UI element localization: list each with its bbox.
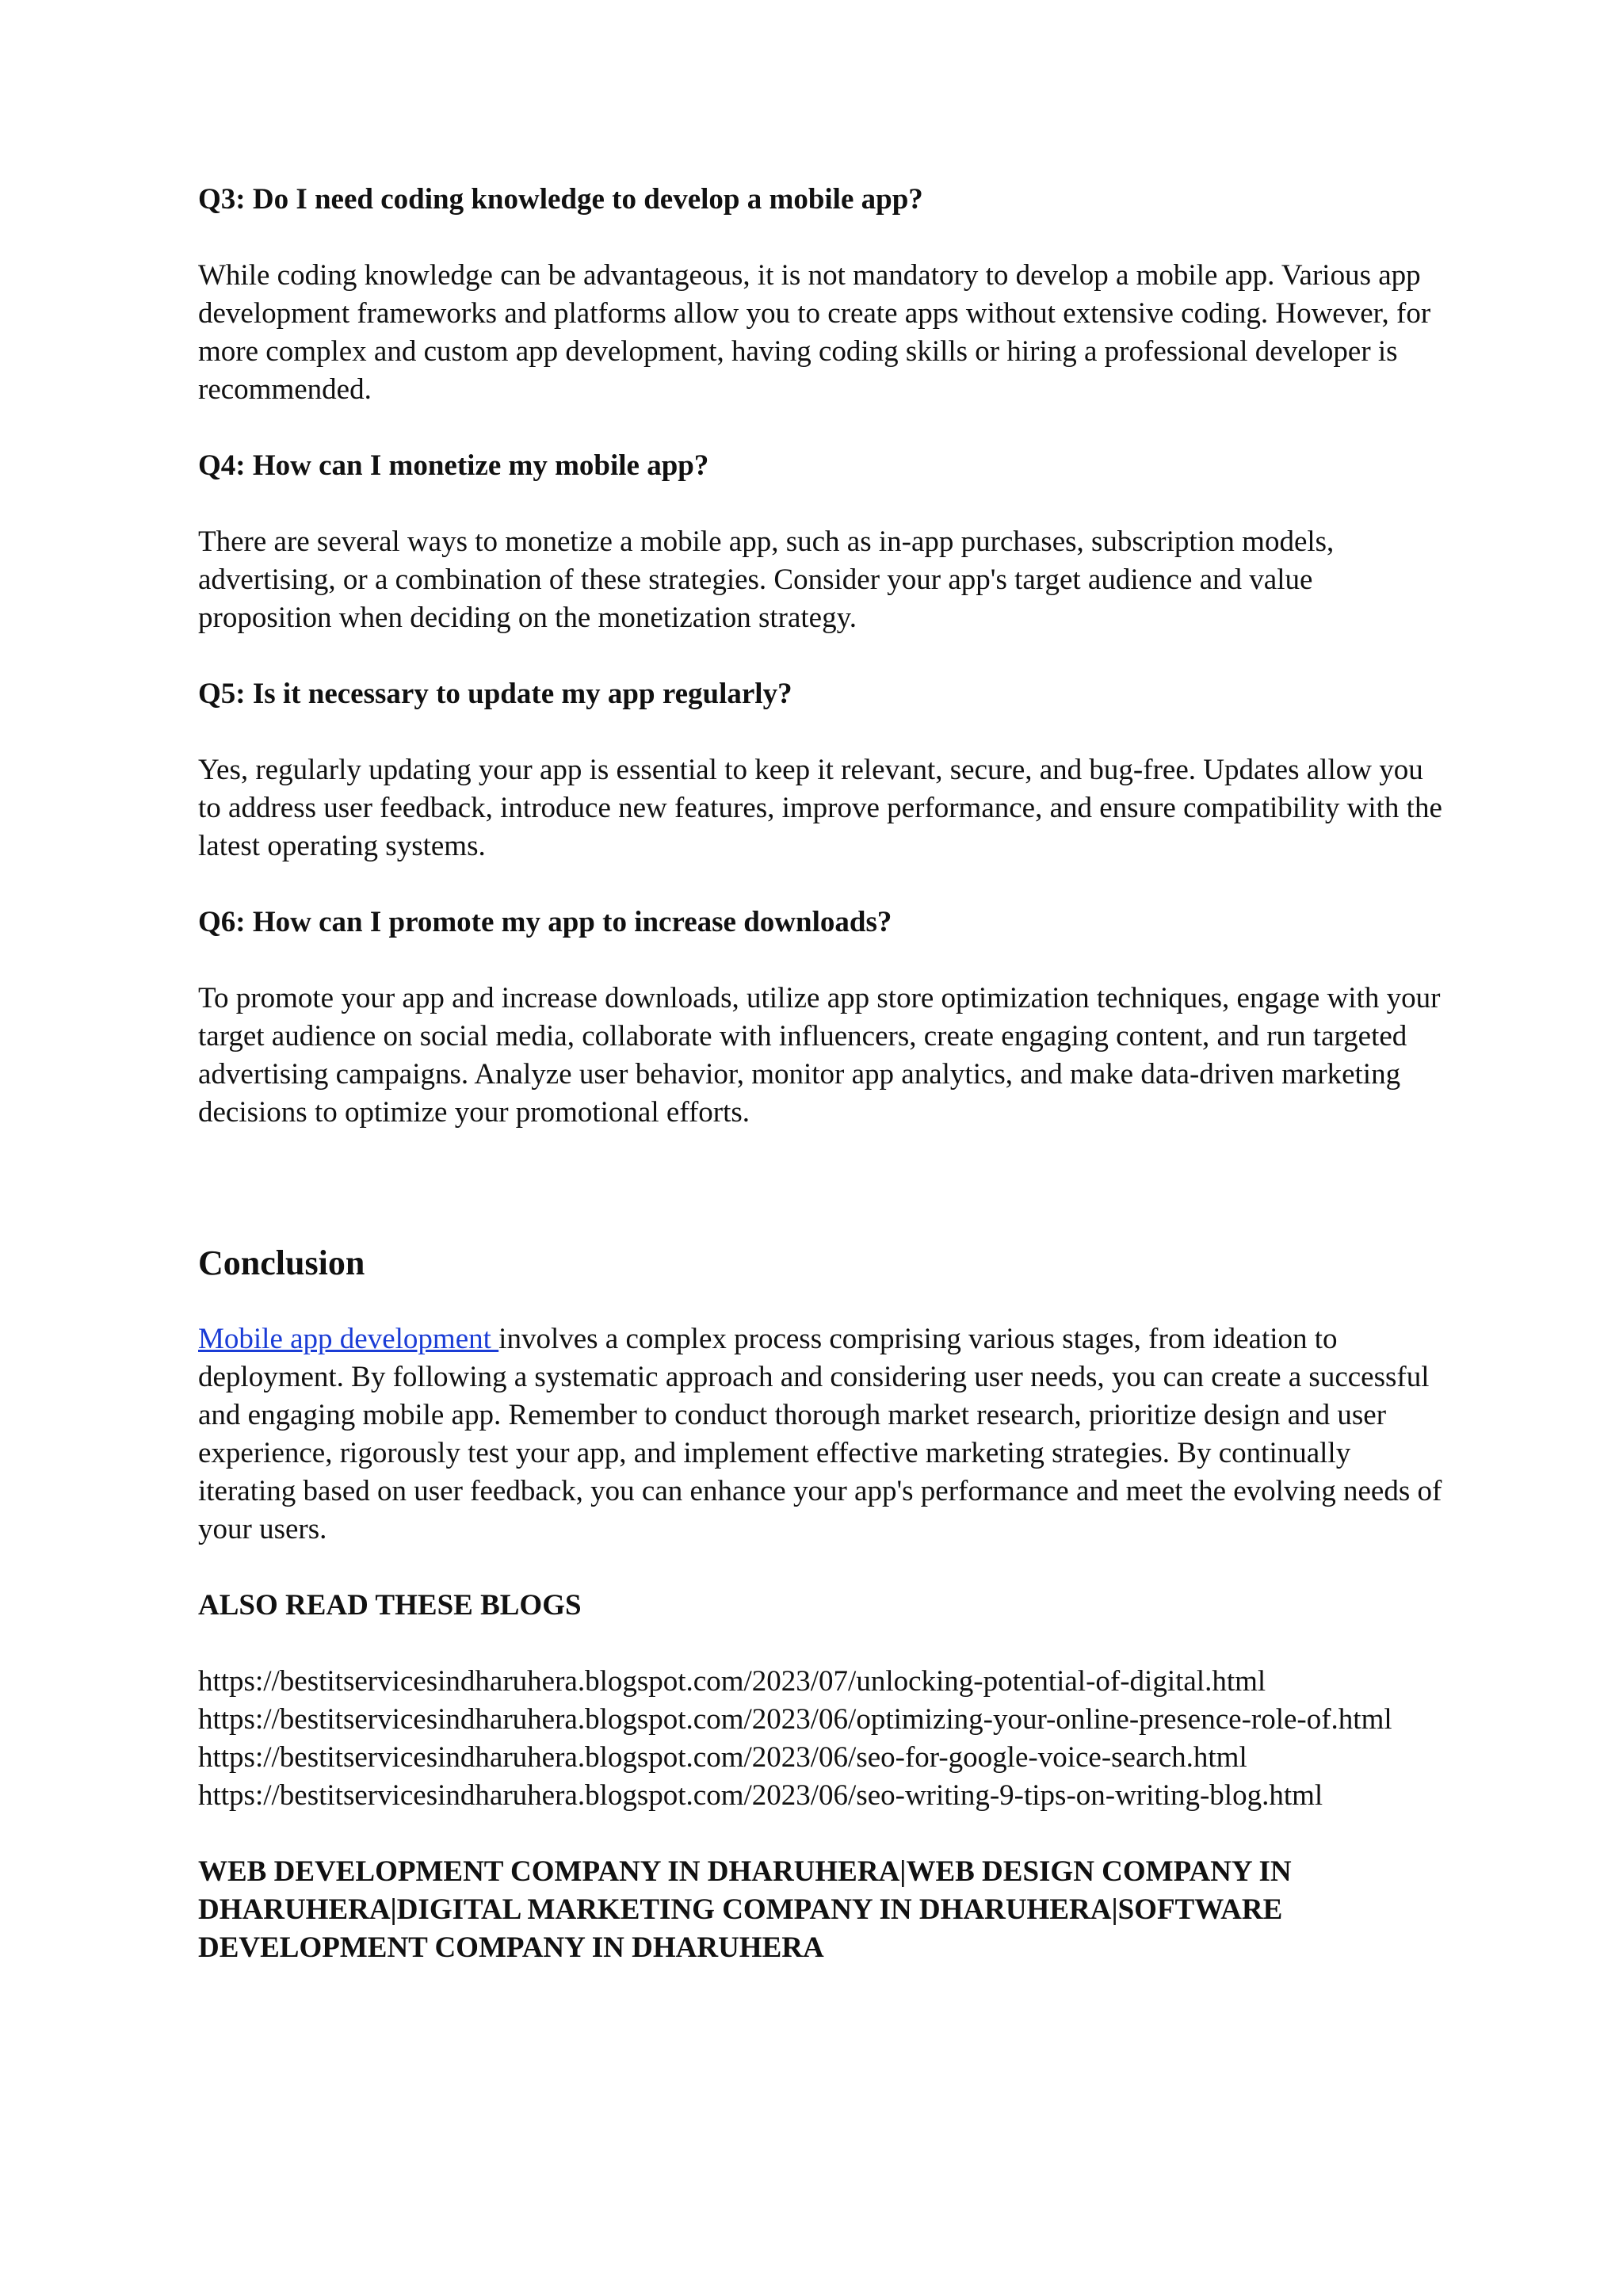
also-read-heading: ALSO READ THESE BLOGS	[198, 1589, 582, 1622]
faq-question: Q6: How can I promote my app to increase downloads?	[198, 906, 892, 938]
conclusion-paragraph	[198, 1320, 1450, 1549]
faq-q4	[198, 447, 1450, 637]
faq-answer: While coding knowledge can be advantageous, it is not mandatory to develop a mobile app. Various app development frameworks and platforms allow you to create apps without extensive coding. However, for more complex and custom app development, having coding skills or hiring a professional developer is recommended.	[198, 259, 1431, 406]
blog-url-list	[198, 1663, 1450, 1815]
faq-question: Q3: Do I need coding knowledge to develop a mobile app?	[198, 183, 923, 216]
blog-url: https://bestitservicesindharuhera.blogspot.com/2023/06/seo-for-google-voice-search.html	[198, 1741, 1247, 1774]
conclusion-body: involves a complex process comprising various stages, from ideation to deployment. By following a systematic approach and considering user needs, you can create a successful and engaging mobile app. Remember to conduct thorough market research, prioritize design and user experience, rigorously test your app, and implement effective marketing strategies. By continually iterating based on user feedback, you can enhance your app's performance and meet the evolving needs of your users.	[198, 1323, 1442, 1545]
mobile-app-development-link[interactable]: Mobile app development	[198, 1323, 499, 1355]
faq-answer: To promote your app and increase downloads, utilize app store optimization techniques, engage with your target audience on social media, collaborate with influencers, create engaging content, and run targeted advertising campaigns. Analyze user behavior, monitor app analytics, and make data-driven marketing decisions to optimize your promotional efforts.	[198, 982, 1441, 1129]
faq-question: Q4: How can I monetize my mobile app?	[198, 449, 709, 482]
blog-url: https://bestitservicesindharuhera.blogspot.com/2023/06/optimizing-your-online-presence-role-of.html	[198, 1703, 1392, 1736]
faq-q5	[198, 675, 1450, 865]
faq-q3	[198, 181, 1450, 409]
faq-answer: Yes, regularly updating your app is essential to keep it relevant, secure, and bug-free. Updates allow you to address user feedback, introduce new features, improve performance, and ensure compatibility with the latest operating systems.	[198, 754, 1442, 862]
faq-question: Q5: Is it necessary to update my app regularly?	[198, 678, 792, 710]
document-page	[198, 181, 1450, 1967]
faq-answer: There are several ways to monetize a mobile app, such as in-app purchases, subscription models, advertising, or a combination of these strategies. Consider your app's target audience and value proposition when deciding on the monetization strategy.	[198, 525, 1335, 634]
company-services-heading: WEB DEVELOPMENT COMPANY IN DHARUHERA|WEB DESIGN COMPANY IN DHARUHERA|DIGITAL MARKETING COMPANY IN DHARUHERA|SOFTWARE DEVELOPMENT COMPANY IN DHARUHERA	[198, 1855, 1292, 1964]
blog-url: https://bestitservicesindharuhera.blogspot.com/2023/06/seo-writing-9-tips-on-writing-blog.html	[198, 1779, 1323, 1812]
faq-q6	[198, 904, 1450, 1132]
blog-url: https://bestitservicesindharuhera.blogspot.com/2023/07/unlocking-potential-of-digital.html	[198, 1665, 1266, 1698]
conclusion-heading: Conclusion	[198, 1244, 365, 1282]
